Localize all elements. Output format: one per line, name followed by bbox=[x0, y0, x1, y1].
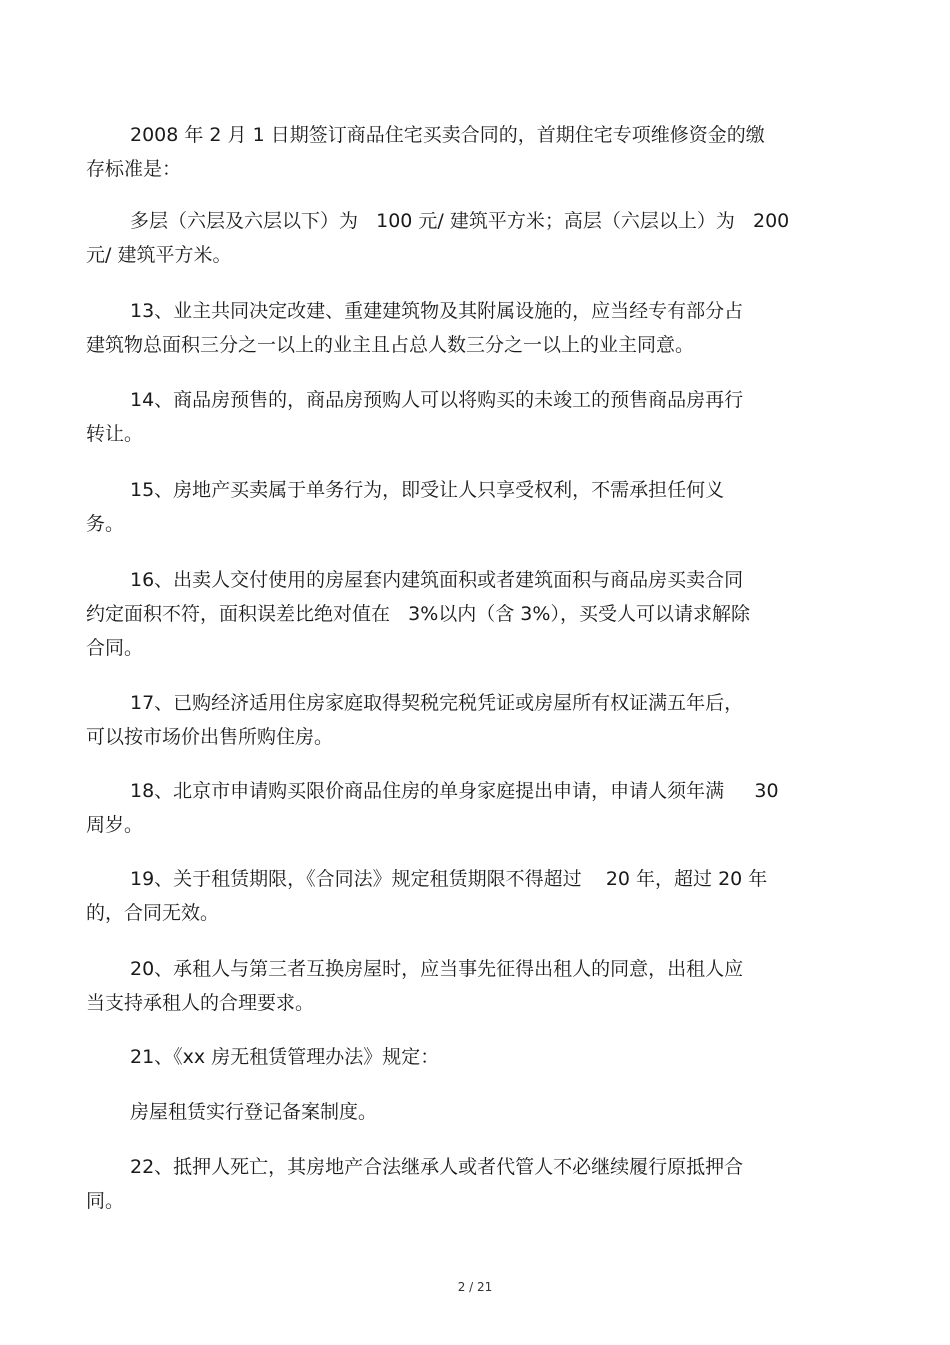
paragraph-line: 20、承租人与第三者互换房屋时，应当事先征得出租人的同意，出租人应 bbox=[130, 958, 744, 980]
paragraph-line: 22、抵押人死亡，其房地产合法继承人或者代管人不必继续履行原抵押合 bbox=[130, 1156, 744, 1178]
paragraph-line: 当支持承租人的合理要求。 bbox=[86, 992, 315, 1014]
paragraph-line: 同。 bbox=[86, 1190, 125, 1212]
paragraph-line: 2008 年 2 月 1 日期签订商品住宅买卖合同的，首期住宅专项维修资金的缴 bbox=[130, 124, 765, 146]
page-number: 2 / 21 bbox=[457, 1280, 493, 1294]
paragraph-maintenance-fund bbox=[86, 118, 856, 186]
paragraph-line: 周岁。 bbox=[86, 814, 144, 836]
paragraph-item-17 bbox=[86, 686, 856, 754]
paragraph-item-18 bbox=[86, 774, 856, 842]
paragraph-line: 14、商品房预售的，商品房预购人可以将购买的未竣工的预售商品房再行 bbox=[130, 389, 744, 411]
paragraph-line: 17、已购经济适用住房家庭取得契税完税凭证或房屋所有权证满五年后， bbox=[130, 692, 744, 714]
paragraph-line: 多层（六层及六层以下）为 100 元/ 建筑平方米；高层（六层以上）为 200 bbox=[130, 210, 790, 232]
paragraph-line: 13、业主共同决定改建、重建建筑物及其附属设施的，应当经专有部分占 bbox=[130, 300, 744, 322]
paragraph-line: 19、关于租赁期限，《合同法》规定租赁期限不得超过 20 年，超过 20 年 bbox=[130, 868, 768, 890]
paragraph-item-20 bbox=[86, 952, 856, 1020]
paragraph-line: 转让。 bbox=[86, 423, 144, 445]
paragraph-line: 18、北京市申请购买限价商品住房的单身家庭提出申请，申请人须年满 30 bbox=[130, 780, 779, 802]
paragraph-item-13 bbox=[86, 294, 856, 362]
paragraph-line: 合同。 bbox=[86, 637, 144, 659]
paragraph-line: 21、《xx 房无租赁管理办法》规定： bbox=[130, 1046, 440, 1068]
paragraph-item-22 bbox=[86, 1150, 856, 1218]
paragraph-line: 建筑物总面积三分之一以上的业主且占总人数三分之一以上的业主同意。 bbox=[86, 334, 695, 356]
paragraph-line: 务。 bbox=[86, 513, 125, 535]
paragraph-item-15 bbox=[86, 473, 856, 541]
paragraph-line: 15、房地产买卖属于单务行为，即受让人只享受权利，不需承担任何义 bbox=[130, 479, 725, 501]
paragraph-line: 16、出卖人交付使用的房屋套内建筑面积或者建筑面积与商品房买卖合同 bbox=[130, 569, 744, 591]
paragraph-rental-registration bbox=[86, 1095, 856, 1129]
paragraph-line: 房屋租赁实行登记备案制度。 bbox=[130, 1101, 378, 1123]
paragraph-item-19 bbox=[86, 862, 856, 930]
paragraph-item-14 bbox=[86, 383, 856, 451]
paragraph-fund-standard bbox=[86, 204, 856, 272]
paragraph-line: 存标准是： bbox=[86, 158, 182, 180]
paragraph-line: 元/ 建筑平方米。 bbox=[86, 244, 232, 266]
paragraph-line: 约定面积不符，面积误差比绝对值在 3%以内（含 3%），买受人可以请求解除 bbox=[86, 603, 750, 625]
paragraph-line: 可以按市场价出售所购住房。 bbox=[86, 726, 334, 748]
paragraph-item-16 bbox=[86, 563, 856, 665]
paragraph-line: 的，合同无效。 bbox=[86, 902, 220, 924]
paragraph-item-21 bbox=[86, 1040, 856, 1074]
